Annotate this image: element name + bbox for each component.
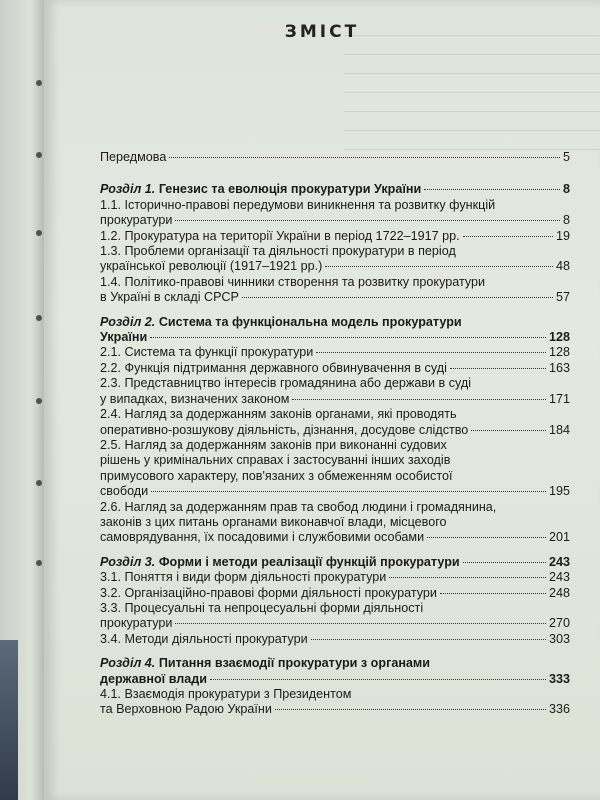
entry-text: 4.1. Взаємодія прокуратури з Президентом — [100, 687, 352, 701]
page-number: 48 — [555, 259, 570, 274]
entry-text: та Верховною Радою України — [100, 702, 272, 717]
page-title: ЗМІСТ — [284, 22, 360, 42]
binding-hole — [36, 398, 42, 404]
dot-leader — [175, 623, 546, 624]
heading-text — [100, 555, 460, 570]
entry-line — [100, 423, 570, 438]
binding-hole — [36, 152, 42, 158]
entry-line — [100, 500, 570, 515]
dot-leader — [210, 679, 546, 680]
dot-leader — [471, 430, 546, 431]
section-title: Генезис та еволюція прокуратури України — [158, 182, 422, 197]
heading-line — [100, 315, 570, 330]
entry-line — [100, 213, 570, 228]
page-number: 128 — [548, 345, 570, 360]
toc-entry — [100, 438, 570, 500]
entry-text: у випадках, визначених законом — [100, 391, 290, 406]
toc-entry — [100, 601, 570, 632]
toc-entry — [100, 586, 570, 601]
section-prefix: Розділ 2. — [100, 314, 156, 329]
entry-text: 3.4. Методи діяльності прокуратури — [100, 631, 308, 646]
dot-leader — [292, 399, 546, 400]
dot-leader — [175, 220, 560, 221]
entry-text: 3.1. Поняття і види форм діяльності прокуратури — [100, 570, 387, 585]
binding-hole — [36, 80, 42, 86]
toc-page — [44, 0, 600, 800]
entry-line — [100, 632, 570, 647]
dot-leader — [169, 157, 560, 158]
entry-text: прокуратури — [100, 213, 173, 228]
entry-text: 2.6. Нагляд за додержанням прав та свобод людини і громадянина, — [100, 499, 497, 514]
page-number: 243 — [548, 554, 570, 569]
entry-line — [100, 586, 570, 601]
section-prefix: Розділ 3. — [100, 554, 156, 569]
section-heading — [100, 656, 570, 687]
dot-leader — [325, 266, 553, 267]
dot-leader — [463, 562, 546, 563]
dot-leader — [450, 368, 546, 369]
entry-text: самоврядування, їх посадовими і службовими особами — [100, 530, 425, 545]
spacer — [100, 165, 570, 173]
heading-line — [100, 672, 570, 687]
entry-line — [100, 244, 570, 259]
dot-leader — [151, 491, 546, 492]
binding-hole — [36, 560, 42, 566]
toc-entry — [100, 376, 570, 407]
entry-text: свободи — [100, 484, 149, 499]
entry-text: законів з цих питань органами виконавчої влади, місцевого — [100, 514, 447, 529]
bleed-through-text — [344, 25, 600, 155]
entry-text: в Україні в складі СРСР — [100, 290, 239, 305]
heading-line — [100, 182, 570, 197]
page-number: 195 — [548, 484, 570, 499]
entry-text: 1.2. Прокуратура на території України в період 1722–1917 рр. — [100, 228, 460, 243]
page-number: 184 — [548, 422, 570, 437]
entry-text: 2.5. Нагляд за додержанням законів при виконанні судових — [100, 437, 447, 452]
entry-text: української революції (1917–1921 рр.) — [100, 259, 323, 274]
binding-holes — [36, 80, 44, 600]
page-number: 336 — [548, 702, 570, 717]
section-title: Система та функціональна модель прокуратури — [158, 314, 462, 329]
dot-leader — [311, 639, 546, 640]
page-number: 248 — [548, 585, 570, 600]
section-title-line2: України — [100, 330, 148, 345]
entry-line — [100, 469, 570, 484]
entry-text: 1.1. Історично-правові передумови виникнення та розвитку функцій — [100, 197, 496, 212]
section-title-line2: державної влади — [100, 671, 208, 686]
section-heading — [100, 182, 570, 197]
toc-entry — [100, 407, 570, 438]
toc-entry — [100, 229, 570, 244]
entry-text: оперативно-розшукову діяльність, дізнання, досудове слідство — [100, 422, 469, 437]
entry-text: рішень у кримінальних справах і застосуванні інших заходів — [100, 453, 451, 468]
entry-line — [100, 687, 570, 702]
dot-leader — [427, 537, 546, 538]
entry-text: 1.4. Політико-правові чинники створення та розвитку прокуратури — [100, 274, 486, 289]
entry-line — [100, 229, 570, 244]
toc-entry — [100, 500, 570, 546]
entry-text: 3.3. Процесуальні та непроцесуальні форми діяльності — [100, 600, 424, 615]
entry-line — [100, 515, 570, 530]
entry-line — [100, 290, 570, 305]
entry-text: 2.1. Система та функції прокуратури — [100, 345, 314, 360]
facing-page-edge — [0, 0, 44, 800]
entry-line — [100, 616, 570, 631]
entry-line — [100, 361, 570, 376]
entry-line — [100, 259, 570, 274]
entry-text: 3.2. Організаційно-правові форми діяльності прокуратури — [100, 585, 437, 600]
entry-line — [100, 275, 570, 290]
background-corner — [0, 640, 18, 800]
binding-hole — [36, 230, 42, 236]
page-number: 163 — [548, 360, 570, 375]
dot-leader — [440, 593, 546, 594]
entry-line — [100, 376, 570, 391]
page-number: 171 — [548, 391, 570, 406]
entry-line — [100, 392, 570, 407]
page-number: 57 — [555, 290, 570, 305]
entry-text: примусового характеру, пов'язаних з обмеженням особистої — [100, 468, 453, 483]
entry-line — [100, 438, 570, 453]
table-of-contents — [100, 150, 570, 718]
heading-text — [100, 182, 421, 197]
entry-line — [100, 453, 570, 468]
dot-leader — [150, 337, 546, 338]
page-number: 201 — [548, 530, 570, 545]
entry-line — [100, 570, 570, 585]
section-title: Питання взаємодії прокуратури з органами — [158, 656, 430, 671]
entry-line — [100, 601, 570, 616]
toc-entry — [100, 361, 570, 376]
binding-hole — [36, 480, 42, 486]
toc-entry — [100, 345, 570, 360]
section-prefix: Розділ 4. — [100, 656, 156, 671]
toc-entry-preface — [100, 150, 570, 165]
heading-line — [100, 330, 570, 345]
page-number: 243 — [548, 570, 570, 585]
page-number: 8 — [562, 213, 570, 228]
dot-leader — [242, 297, 553, 298]
binding-hole — [36, 315, 42, 321]
dot-leader — [275, 709, 546, 710]
entry-label: Передмова — [100, 150, 167, 164]
entry-line — [100, 345, 570, 360]
page-number: 8 — [562, 182, 570, 197]
entry-line — [100, 530, 570, 545]
section-title: Форми і методи реалізації функцій прокуратури — [158, 554, 460, 569]
entry-line — [100, 702, 570, 717]
dot-leader — [316, 352, 546, 353]
page-number: 270 — [548, 616, 570, 631]
entry-text: 2.3. Представництво інтересів громадянина або держави в суді — [100, 376, 472, 391]
section-heading — [100, 315, 570, 346]
page-number: 128 — [548, 330, 570, 345]
page-number: 333 — [548, 671, 570, 686]
entry-text: прокуратури — [100, 616, 173, 631]
page-number: 5 — [562, 150, 570, 164]
entry-text: 2.2. Функція підтримання державного обвинувачення в суді — [100, 360, 447, 375]
entry-line — [100, 407, 570, 422]
page-number: 19 — [555, 228, 570, 243]
entry-line — [100, 198, 570, 213]
heading-line — [100, 656, 570, 671]
toc-entry — [100, 275, 570, 306]
heading-line — [100, 555, 570, 570]
entry-text: 1.3. Проблеми організації та діяльності прокуратури в період — [100, 244, 456, 259]
page-number: 303 — [548, 631, 570, 646]
toc-entry — [100, 687, 570, 718]
entry-line — [100, 484, 570, 499]
dot-leader — [389, 577, 546, 578]
section-heading — [100, 555, 570, 570]
entry-text: 2.4. Нагляд за додержанням законів органами, які проводять — [100, 407, 457, 422]
dot-leader — [424, 189, 560, 190]
section-prefix: Розділ 1. — [100, 182, 156, 197]
dot-leader — [463, 236, 553, 237]
toc-entry — [100, 198, 570, 229]
toc-entry — [100, 244, 570, 275]
toc-entry — [100, 632, 570, 647]
toc-entry — [100, 570, 570, 585]
